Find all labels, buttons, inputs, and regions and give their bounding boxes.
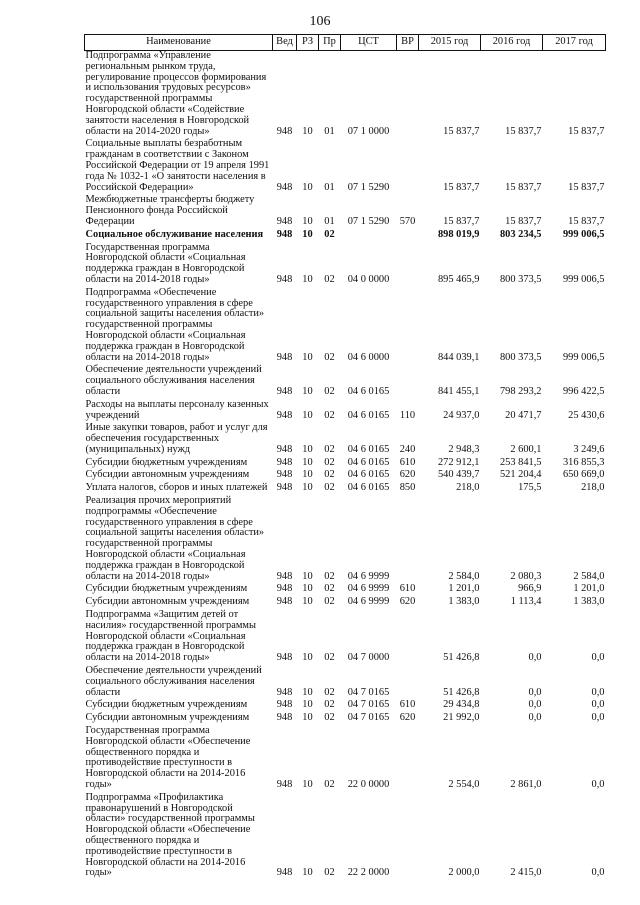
cell-ved: 948 <box>276 686 293 698</box>
cell-vr: 620 <box>399 469 416 481</box>
cell-cst: 04 7 0000 <box>347 652 390 664</box>
cell-ved: 948 <box>276 215 293 227</box>
cell-name: Межбюджетные трансферты бюджету Пенсионного фонда Российской Федерации <box>85 194 255 227</box>
cell-2016: 803 234,5 <box>499 228 542 240</box>
table-row <box>85 230 606 243</box>
cell-pr: 02 <box>324 699 335 711</box>
cell-pr: 02 <box>324 228 335 240</box>
cell-name: Субсидии автономным учреждениям <box>85 596 250 608</box>
cell-name: Государственная программа Новгородской области «Обеспечение общественного порядка и противодействие преступности в Новгородской области на 2014-2016 годы» <box>85 725 251 790</box>
cell-2017: 2 584,0 <box>573 570 605 582</box>
cell-cst: 04 6 0165 <box>347 409 390 421</box>
cell-2017: 1 201,0 <box>573 583 605 595</box>
cell-vr <box>397 139 419 195</box>
cell-2016: 0,0 <box>528 712 542 724</box>
cell-cst: 04 6 9999 <box>347 596 390 608</box>
table-row <box>85 726 606 793</box>
cell-2017: 999 006,5 <box>562 351 605 363</box>
cell-2015: 24 937,0 <box>443 409 480 421</box>
cell-pr: 01 <box>324 125 335 137</box>
table-row <box>85 400 606 424</box>
cell-name: Социальные выплаты безработным гражданам в соответствии с Законом Российской Федерации от 19 апреля 1991 года № 1032-1 «О занятости населения в Российской Федерации» <box>85 138 270 193</box>
cell-ved: 948 <box>276 351 293 363</box>
header-year-2015: 2015 год <box>419 35 481 51</box>
cell-rz: 10 <box>302 181 313 193</box>
cell-pr: 01 <box>324 181 335 193</box>
cell-cst: 04 7 0165 <box>347 699 390 711</box>
budget-table <box>84 34 606 881</box>
cell-ved: 948 <box>276 583 293 595</box>
cell-pr: 02 <box>324 443 335 455</box>
cell-2016: 798 293,2 <box>499 385 542 397</box>
table-row <box>85 423 606 457</box>
header-year-2016: 2016 год <box>481 35 543 51</box>
cell-rz: 10 <box>302 482 313 494</box>
cell-2015: 898 019,9 <box>437 228 480 240</box>
cell-2015: 1 383,0 <box>448 596 480 608</box>
cell-2017: 0,0 <box>591 712 605 724</box>
cell-name: Подпрограмма «Защитим детей от насилия» государственной программы Новгородской области «Социальная поддержка граждан в Новгородской области на 2014-2018 годы» <box>85 609 256 664</box>
cell-rz: 10 <box>302 351 313 363</box>
cell-cst: 04 6 0165 <box>347 469 390 481</box>
cell-2016: 20 471,7 <box>505 409 542 421</box>
cell-vr <box>397 51 419 140</box>
cell-2016: 2 415,0 <box>510 867 542 879</box>
header-cst: ЦСТ <box>341 35 397 51</box>
cell-pr: 02 <box>324 867 335 879</box>
table-row <box>85 793 606 881</box>
cell-ved: 948 <box>276 699 293 711</box>
cell-2017: 218,0 <box>581 482 605 494</box>
cell-ved: 948 <box>276 596 293 608</box>
cell-2016: 2 080,3 <box>510 570 542 582</box>
cell-vr: 620 <box>399 712 416 724</box>
cell-pr: 02 <box>324 482 335 494</box>
cell-2015: 51 426,8 <box>443 686 480 698</box>
cell-2017: 15 837,7 <box>568 215 605 227</box>
cell-rz: 10 <box>302 596 313 608</box>
cell-vr: 610 <box>399 699 416 711</box>
cell-cst: 04 6 0000 <box>347 351 390 363</box>
cell-name: Субсидии бюджетным учреждениям <box>85 583 248 595</box>
header-name: Наименование <box>85 35 273 51</box>
cell-ved: 948 <box>276 456 293 468</box>
cell-ved: 948 <box>276 273 293 285</box>
header-rz: РЗ <box>297 35 319 51</box>
cell-ved: 948 <box>276 570 293 582</box>
cell-ved: 948 <box>276 181 293 193</box>
cell-pr: 02 <box>324 456 335 468</box>
cell-cst: 04 6 0165 <box>347 456 390 468</box>
cell-vr <box>397 288 419 366</box>
cell-2017: 0,0 <box>591 699 605 711</box>
cell-2016: 0,0 <box>528 699 542 711</box>
cell-pr: 02 <box>324 273 335 285</box>
cell-cst: 07 1 5290 <box>347 181 390 193</box>
cell-2016: 0,0 <box>528 686 542 698</box>
cell-2015: 218,0 <box>456 482 480 494</box>
cell-name: Субсидии бюджетным учреждениям <box>85 456 248 468</box>
cell-pr: 02 <box>324 583 335 595</box>
cell-rz: 10 <box>302 712 313 724</box>
table-row <box>85 243 606 288</box>
cell-cst: 04 6 0165 <box>347 443 390 455</box>
table-row <box>85 666 606 700</box>
cell-ved: 948 <box>276 469 293 481</box>
cell-rz: 10 <box>302 409 313 421</box>
cell-2015: 15 837,7 <box>443 215 480 227</box>
table-row <box>85 496 606 584</box>
cell-pr: 02 <box>324 779 335 790</box>
cell-vr <box>397 726 419 793</box>
cell-2015: 540 439,7 <box>437 469 480 481</box>
cell-name: Обеспечение деятельности учреждений социального обслуживания населения области <box>85 364 262 397</box>
cell-2016: 0,0 <box>528 652 542 664</box>
cell-2017: 25 430,6 <box>568 409 605 421</box>
cell-vr: 610 <box>399 456 416 468</box>
cell-rz: 10 <box>302 570 313 582</box>
cell-rz: 10 <box>302 469 313 481</box>
table-row <box>85 195 606 229</box>
cell-2017: 3 249,6 <box>573 443 605 455</box>
cell-ved: 948 <box>276 228 293 240</box>
cell-pr: 02 <box>324 596 335 608</box>
cell-name: Государственная программа Новгородской области «Социальная поддержка граждан в Новгородской области на 2014-2018 годы» <box>85 241 246 285</box>
cell-rz: 10 <box>302 583 313 595</box>
cell-name: Субсидии бюджетным учреждениям <box>85 699 248 711</box>
cell-name: Уплата налогов, сборов и иных платежей <box>85 482 268 494</box>
cell-pr: 02 <box>324 409 335 421</box>
cell-2016: 800 373,5 <box>499 351 542 363</box>
cell-pr: 02 <box>324 652 335 664</box>
table-row <box>85 610 606 666</box>
cell-ved: 948 <box>276 867 293 879</box>
cell-ved: 948 <box>276 712 293 724</box>
cell-ved: 948 <box>276 125 293 137</box>
header-year-2017: 2017 год <box>543 35 606 51</box>
cell-cst: 07 1 0000 <box>347 125 390 137</box>
cell-ved: 948 <box>276 443 293 455</box>
cell-2015: 1 201,0 <box>448 583 480 595</box>
cell-vr: 620 <box>399 596 416 608</box>
cell-2015: 15 837,7 <box>443 181 480 193</box>
cell-2015: 29 434,8 <box>443 699 480 711</box>
cell-2016: 1 113,4 <box>510 596 542 608</box>
cell-2017: 0,0 <box>591 867 605 879</box>
cell-2015: 272 912,1 <box>437 456 480 468</box>
cell-rz: 10 <box>302 779 313 790</box>
page-number: 106 <box>309 14 331 29</box>
cell-vr: 570 <box>399 215 416 227</box>
cell-2015: 2 554,0 <box>448 779 480 790</box>
cell-vr <box>397 610 419 666</box>
cell-2017: 996 422,5 <box>562 385 605 397</box>
cell-2017: 0,0 <box>591 686 605 698</box>
cell-rz: 10 <box>302 699 313 711</box>
cell-vr <box>397 496 419 584</box>
table-row <box>85 365 606 399</box>
cell-cst: 22 2 0000 <box>347 867 390 879</box>
cell-rz: 10 <box>302 215 313 227</box>
cell-2016: 2 600,1 <box>510 443 542 455</box>
cell-2017: 15 837,7 <box>568 125 605 137</box>
cell-2015: 841 455,1 <box>437 385 480 397</box>
cell-2015: 21 992,0 <box>443 712 480 724</box>
cell-2015: 844 039,1 <box>437 351 480 363</box>
cell-vr <box>397 230 419 243</box>
cell-ved: 948 <box>276 779 293 790</box>
cell-ved: 948 <box>276 482 293 494</box>
cell-rz: 10 <box>302 652 313 664</box>
cell-name: Реализация прочих мероприятий подпрограммы «Обеспечение государственного управления в сфере социальной защиты населения области» государственной программы Новгородской области «Социальная поддержка граждан в Новгородской области на 2014-2018 годы» <box>85 495 265 582</box>
cell-cst: 04 7 0165 <box>347 712 390 724</box>
cell-name: Социальное обслуживание населения <box>85 228 264 240</box>
cell-cst <box>341 230 397 243</box>
cell-pr: 01 <box>324 215 335 227</box>
cell-rz: 10 <box>302 443 313 455</box>
table-header-row <box>85 35 606 51</box>
cell-name: Субсидии автономным учреждениям <box>85 469 250 481</box>
cell-pr: 02 <box>324 351 335 363</box>
cell-name: Подпрограмма «Обеспечение государственного управления в сфере социальной защиты населения области» государственной программы Новгородской области «Социальная поддержка граждан в Новгородской области на 2014-2018 годы» <box>85 286 265 363</box>
cell-cst: 22 0 0000 <box>347 779 390 790</box>
cell-2016: 2 861,0 <box>510 779 542 790</box>
cell-ved: 948 <box>276 409 293 421</box>
cell-pr: 02 <box>324 570 335 582</box>
cell-rz: 10 <box>302 228 313 240</box>
table-row <box>85 139 606 195</box>
cell-cst: 04 6 0165 <box>347 482 390 494</box>
cell-rz: 10 <box>302 125 313 137</box>
cell-2016: 253 841,5 <box>499 456 542 468</box>
cell-2017: 0,0 <box>591 652 605 664</box>
cell-2015: 51 426,8 <box>443 652 480 664</box>
table-row <box>85 51 606 140</box>
cell-pr: 02 <box>324 712 335 724</box>
cell-2015: 2 584,0 <box>448 570 480 582</box>
cell-cst: 04 0 0000 <box>347 273 390 285</box>
cell-2015: 2 948,3 <box>448 443 480 455</box>
cell-2015: 2 000,0 <box>448 867 480 879</box>
cell-2016: 15 837,7 <box>505 125 542 137</box>
cell-ved: 948 <box>276 385 293 397</box>
cell-2016: 800 373,5 <box>499 273 542 285</box>
cell-2017: 0,0 <box>591 779 605 790</box>
cell-pr: 02 <box>324 469 335 481</box>
cell-2016: 15 837,7 <box>505 215 542 227</box>
cell-name: Обеспечение деятельности учреждений социального обслуживания населения области <box>85 665 262 698</box>
cell-rz: 10 <box>302 686 313 698</box>
cell-vr: 110 <box>399 409 416 421</box>
header-pr: Пр <box>319 35 341 51</box>
cell-2015: 895 465,9 <box>437 273 480 285</box>
cell-rz: 10 <box>302 273 313 285</box>
cell-pr: 02 <box>324 385 335 397</box>
cell-name: Расходы на выплаты персоналу казенных учреждений <box>85 398 269 421</box>
cell-2017: 15 837,7 <box>568 181 605 193</box>
cell-2016: 966,9 <box>518 583 542 595</box>
cell-rz: 10 <box>302 456 313 468</box>
cell-vr: 850 <box>399 482 416 494</box>
cell-pr: 02 <box>324 686 335 698</box>
cell-cst: 04 7 0165 <box>347 686 390 698</box>
cell-vr <box>397 666 419 700</box>
header-vr: ВР <box>397 35 419 51</box>
cell-vr: 240 <box>399 443 416 455</box>
cell-ved: 948 <box>276 652 293 664</box>
cell-rz: 10 <box>302 867 313 879</box>
header-ved: Вед <box>273 35 297 51</box>
cell-rz: 10 <box>302 385 313 397</box>
cell-2016: 521 204,4 <box>499 469 542 481</box>
cell-cst: 04 6 0165 <box>347 385 390 397</box>
cell-cst: 04 6 9999 <box>347 583 390 595</box>
cell-cst: 07 1 5290 <box>347 215 390 227</box>
cell-vr <box>397 793 419 881</box>
table-row <box>85 288 606 366</box>
cell-name: Подпрограмма «Профилактика правонарушений в Новгородской области» государственной программы Новгородской области «Обеспечение общественного порядка и противодействие преступности в Новгородской области на 2014-2016 годы» <box>85 791 255 879</box>
cell-2017: 650 669,0 <box>562 469 605 481</box>
cell-2017: 316 855,3 <box>562 456 605 468</box>
table-body <box>85 51 606 882</box>
cell-2017: 999 006,5 <box>562 273 605 285</box>
cell-cst: 04 6 9999 <box>347 570 390 582</box>
cell-2017: 999 006,5 <box>562 228 605 240</box>
cell-vr <box>397 365 419 399</box>
cell-vr: 610 <box>399 583 416 595</box>
cell-name: Субсидии автономным учреждениям <box>85 712 250 724</box>
cell-name: Иные закупки товаров, работ и услуг для обеспечения государственных (муниципальных) нужд <box>85 422 268 455</box>
cell-vr <box>397 243 419 288</box>
cell-name: Подпрограмма «Управление региональным рынком труда, регулирование процессов формирования и использования трудовых ресурсов» государственной программы Новгородской области «Содействие занятости населения в Новгородской области на 2014-2020 годы» <box>85 50 267 137</box>
cell-2016: 15 837,7 <box>505 181 542 193</box>
cell-2015: 15 837,7 <box>443 125 480 137</box>
cell-2017: 1 383,0 <box>573 596 605 608</box>
cell-2016: 175,5 <box>518 482 542 494</box>
